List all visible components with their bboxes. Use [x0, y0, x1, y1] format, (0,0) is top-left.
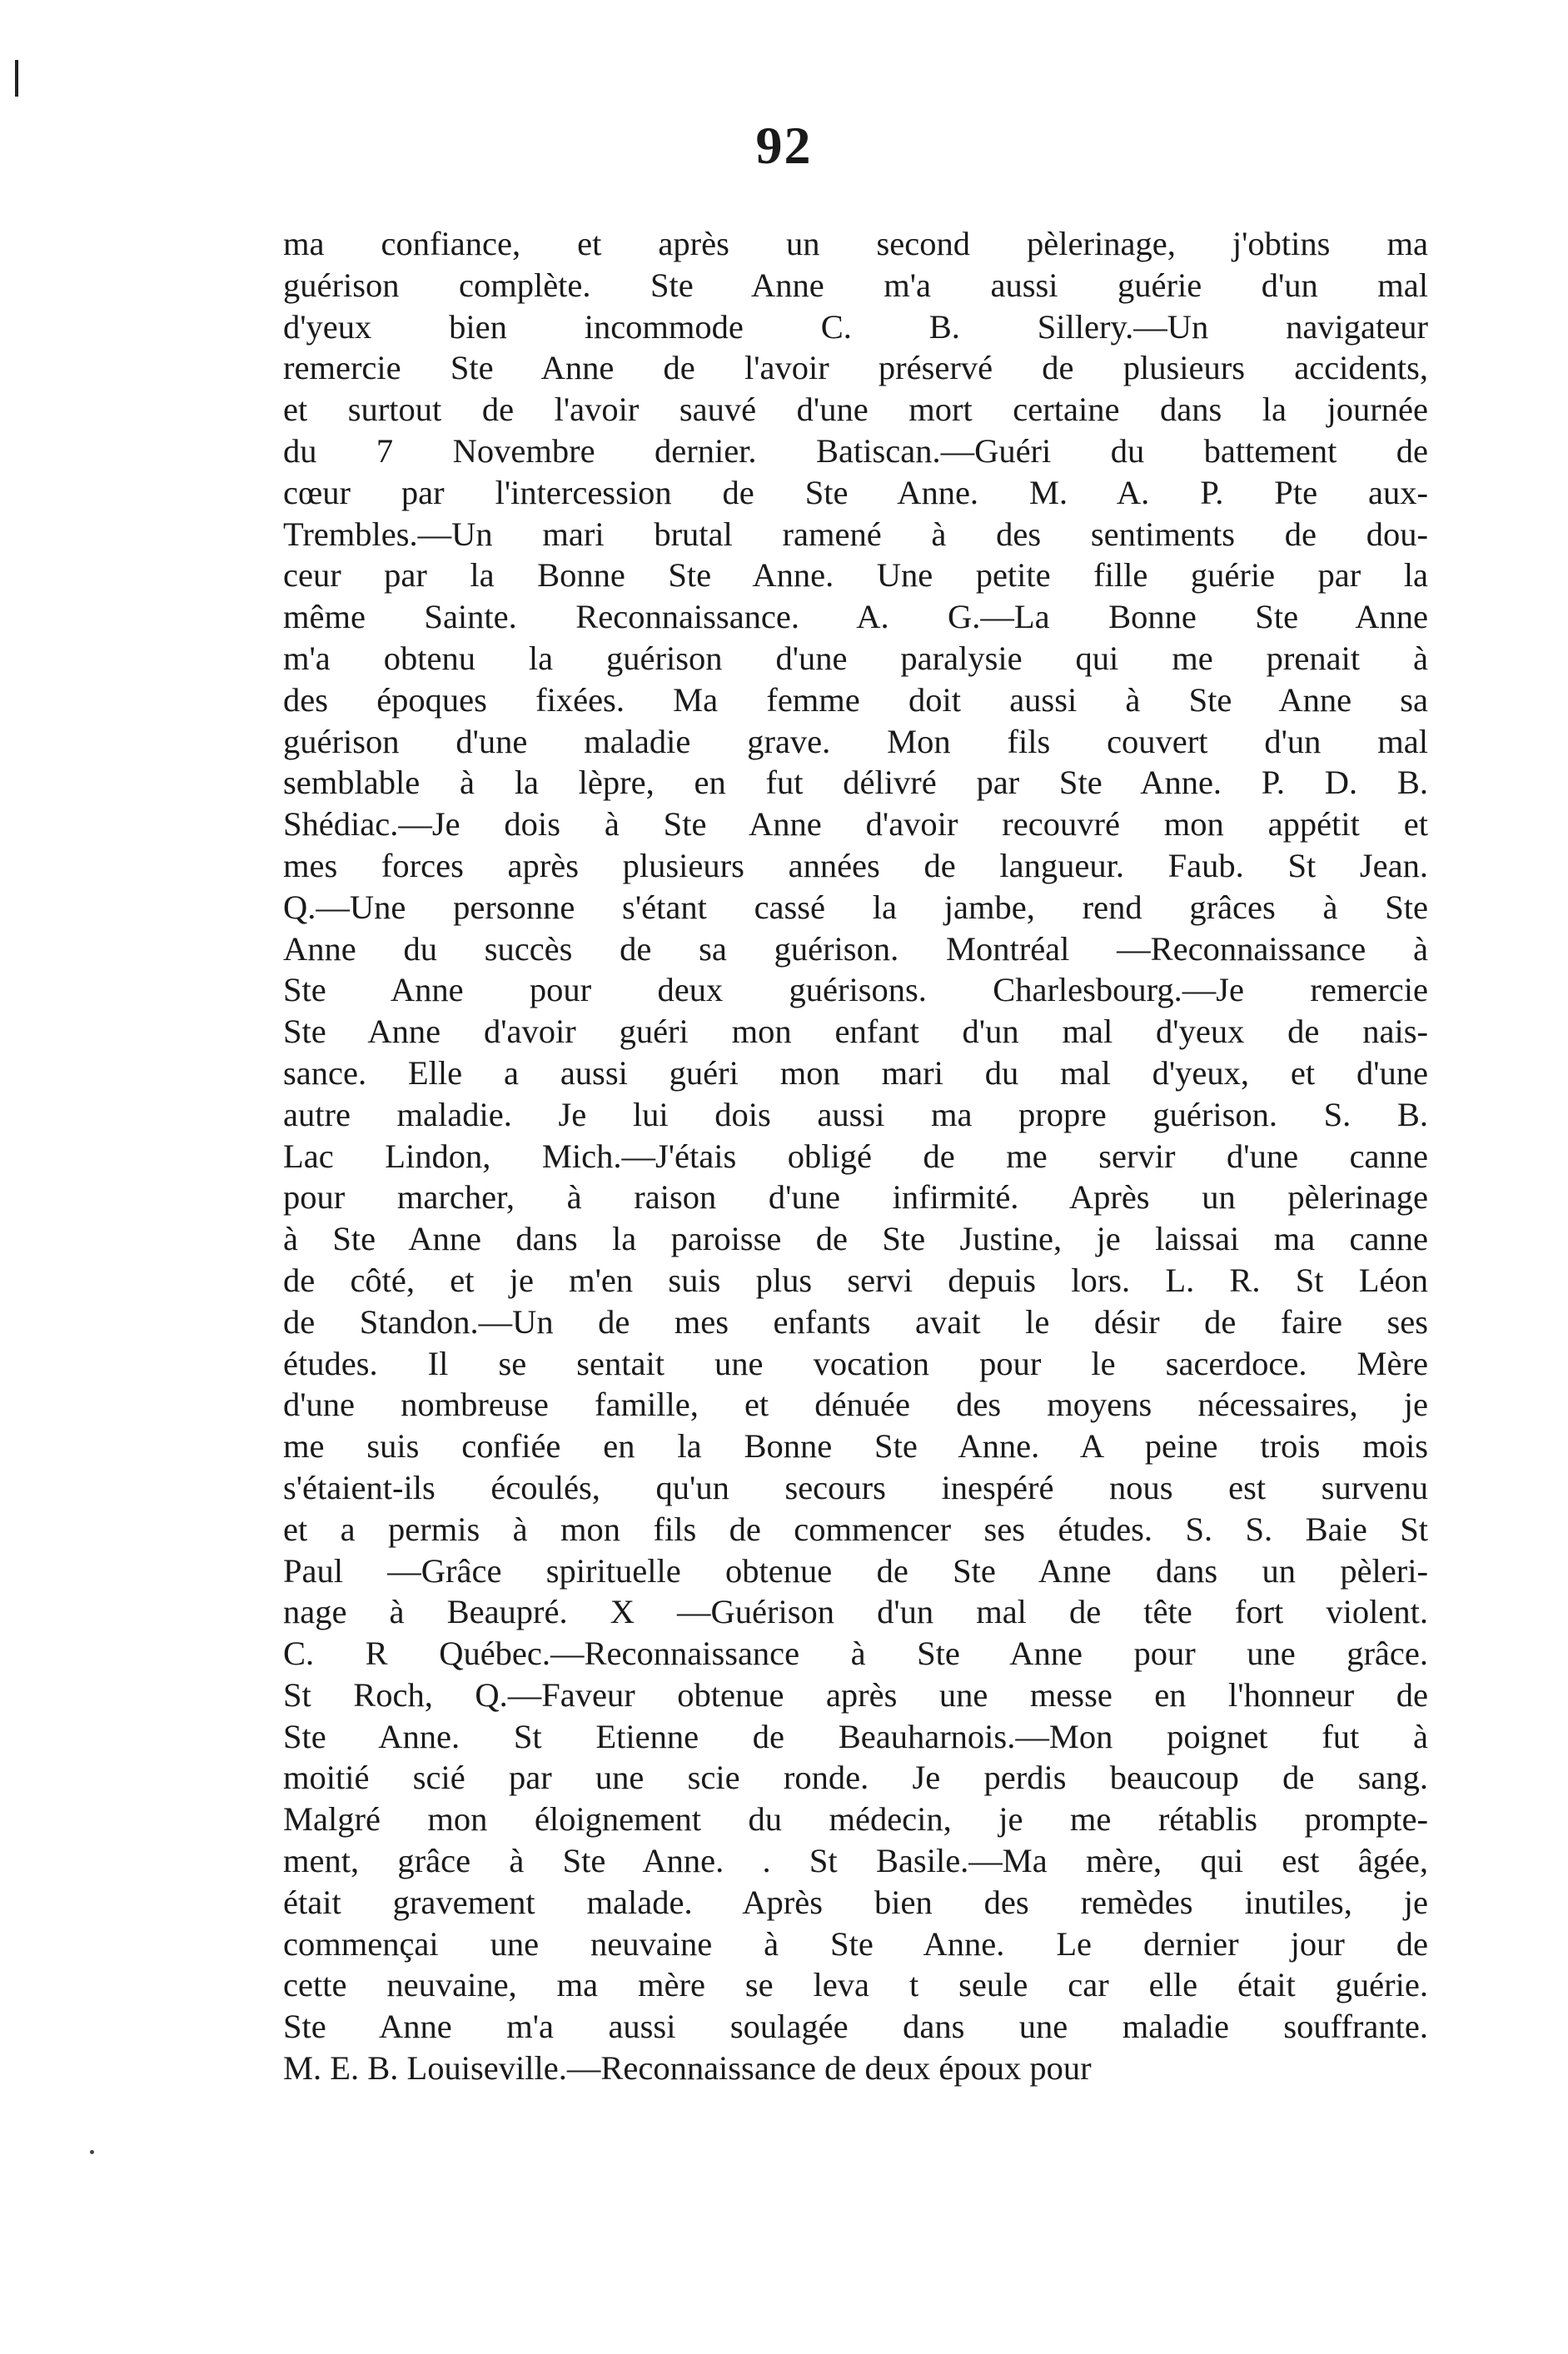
text-line: des époques fixées. Ma femme doit aussi à Ste Anne sa [283, 680, 1428, 719]
text-line: Shédiac.—Je dois à Ste Anne d'avoir recouvré mon appétit et [283, 805, 1428, 844]
text-line: Ste Anne. St Etienne de Beauharnois.—Mon poignet fut à [283, 1717, 1428, 1755]
text-line: semblable à la lèpre, en fut délivré par Ste Anne. P. D. B. [283, 764, 1428, 802]
text-line: nage à Beaupré. X —Guérison d'un mal de tête fort violent. [283, 1593, 1428, 1631]
text-line: Ste Anne d'avoir guéri mon enfant d'un mal d'yeux de nais- [283, 1013, 1428, 1051]
text-line: d'yeux bien incommode C. B. Sillery.—Un navigateur [283, 307, 1428, 346]
text-line: Trembles.—Un mari brutal ramené à des sentiments de dou- [283, 515, 1428, 553]
text-line: du 7 Novembre dernier. Batiscan.—Guéri du battement de [283, 431, 1428, 470]
text-line: Ste Anne m'a aussi soulagée dans une maladie souffrante. [283, 2008, 1428, 2046]
text-line: M. E. B. Louiseville.—Reconnaissance de deux époux pour [283, 2049, 1092, 2088]
text-line: mes forces après plusieurs années de langueur. Faub. St Jean. [283, 846, 1428, 884]
text-line: Ste Anne pour deux guérisons. Charlesbourg.—Je remercie [283, 971, 1428, 1009]
text-line: Malgré mon éloignement du médecin, je me rétablis prompte- [283, 1800, 1428, 1839]
text-line: Lac Lindon, Mich.—J'étais obligé de me servir d'une canne [283, 1137, 1428, 1175]
text-line: Paul —Grâce spirituelle obtenue de Ste Anne dans un pèleri- [283, 1551, 1428, 1590]
text-line: moitié scié par une scie ronde. Je perdis beaucoup de sang. [283, 1759, 1428, 1797]
text-line: pour marcher, à raison d'une infirmité. Après un pèlerinage [283, 1178, 1428, 1217]
margin-mark [15, 60, 18, 97]
text-line: était gravement malade. Après bien des remèdes inutiles, je [283, 1883, 1428, 1921]
page-number: 92 [755, 116, 813, 175]
text-line: Q.—Une personne s'étant cassé la jambe, rend grâces à Ste [283, 888, 1428, 926]
text-line: études. Il se sentait une vocation pour le sacerdoce. Mère [283, 1344, 1428, 1382]
text-line: cette neuvaine, ma mère se leva t seule car elle était guérie. [283, 1966, 1428, 2004]
text-line: sance. Elle a aussi guéri mon mari du mal d'yeux, et d'une [283, 1053, 1428, 1092]
text-line: m'a obtenu la guérison d'une paralysie qui me prenait à [283, 639, 1428, 677]
text-line: remercie Ste Anne de l'avoir préservé de plusieurs accidents, [283, 349, 1428, 387]
text-line: de Standon.—Un de mes enfants avait le désir de faire ses [283, 1302, 1428, 1341]
text-line: à Ste Anne dans la paroisse de Ste Justine, je laissai ma canne [283, 1220, 1428, 1258]
text-line: Anne du succès de sa guérison. Montréal —Reconnaissance à [283, 929, 1428, 968]
text-line: ment, grâce à Ste Anne. . St Basile.—Ma mère, qui est âgée, [283, 1842, 1428, 1880]
text-line: commençai une neuvaine à Ste Anne. Le dernier jour de [283, 1924, 1428, 1963]
text-line: et a permis à mon fils de commencer ses études. S. S. Baie St [283, 1510, 1428, 1548]
text-line: autre maladie. Je lui dois aussi ma propre guérison. S. B. [283, 1095, 1428, 1133]
text-line: même Sainte. Reconnaissance. A. G.—La Bonne Ste Anne [283, 598, 1428, 636]
text-line: ceur par la Bonne Ste Anne. Une petite fille guérie par la [283, 556, 1428, 595]
text-line: guérison complète. Ste Anne m'a aussi guérie d'un mal [283, 266, 1428, 304]
text-line: cœur par l'intercession de Ste Anne. M. A. P. Pte aux- [283, 473, 1428, 511]
text-line: et surtout de l'avoir sauvé d'une mort certaine dans la journée [283, 391, 1428, 429]
text-line: d'une nombreuse famille, et dénuée des moyens nécessaires, je [283, 1386, 1428, 1424]
text-line: guérison d'une maladie grave. Mon fils couvert d'un mal [283, 722, 1428, 760]
margin-dot [90, 2150, 94, 2154]
text-line: St Roch, Q.—Faveur obtenue après une messe en l'honneur de [283, 1675, 1428, 1714]
text-line: me suis confiée en la Bonne Ste Anne. A peine trois mois [283, 1427, 1428, 1466]
text-line: ma confiance, et après un second pèlerinage, j'obtins ma [283, 225, 1428, 262]
body-text [283, 223, 1428, 2089]
text-line: C. R Québec.—Reconnaissance à Ste Anne pour une grâce. [283, 1635, 1428, 1673]
text-line: s'étaient-ils écoulés, qu'un secours inespéré nous est survenu [283, 1468, 1428, 1506]
text-line: de côté, et je m'en suis plus servi depuis lors. L. R. St Léon [283, 1261, 1428, 1299]
